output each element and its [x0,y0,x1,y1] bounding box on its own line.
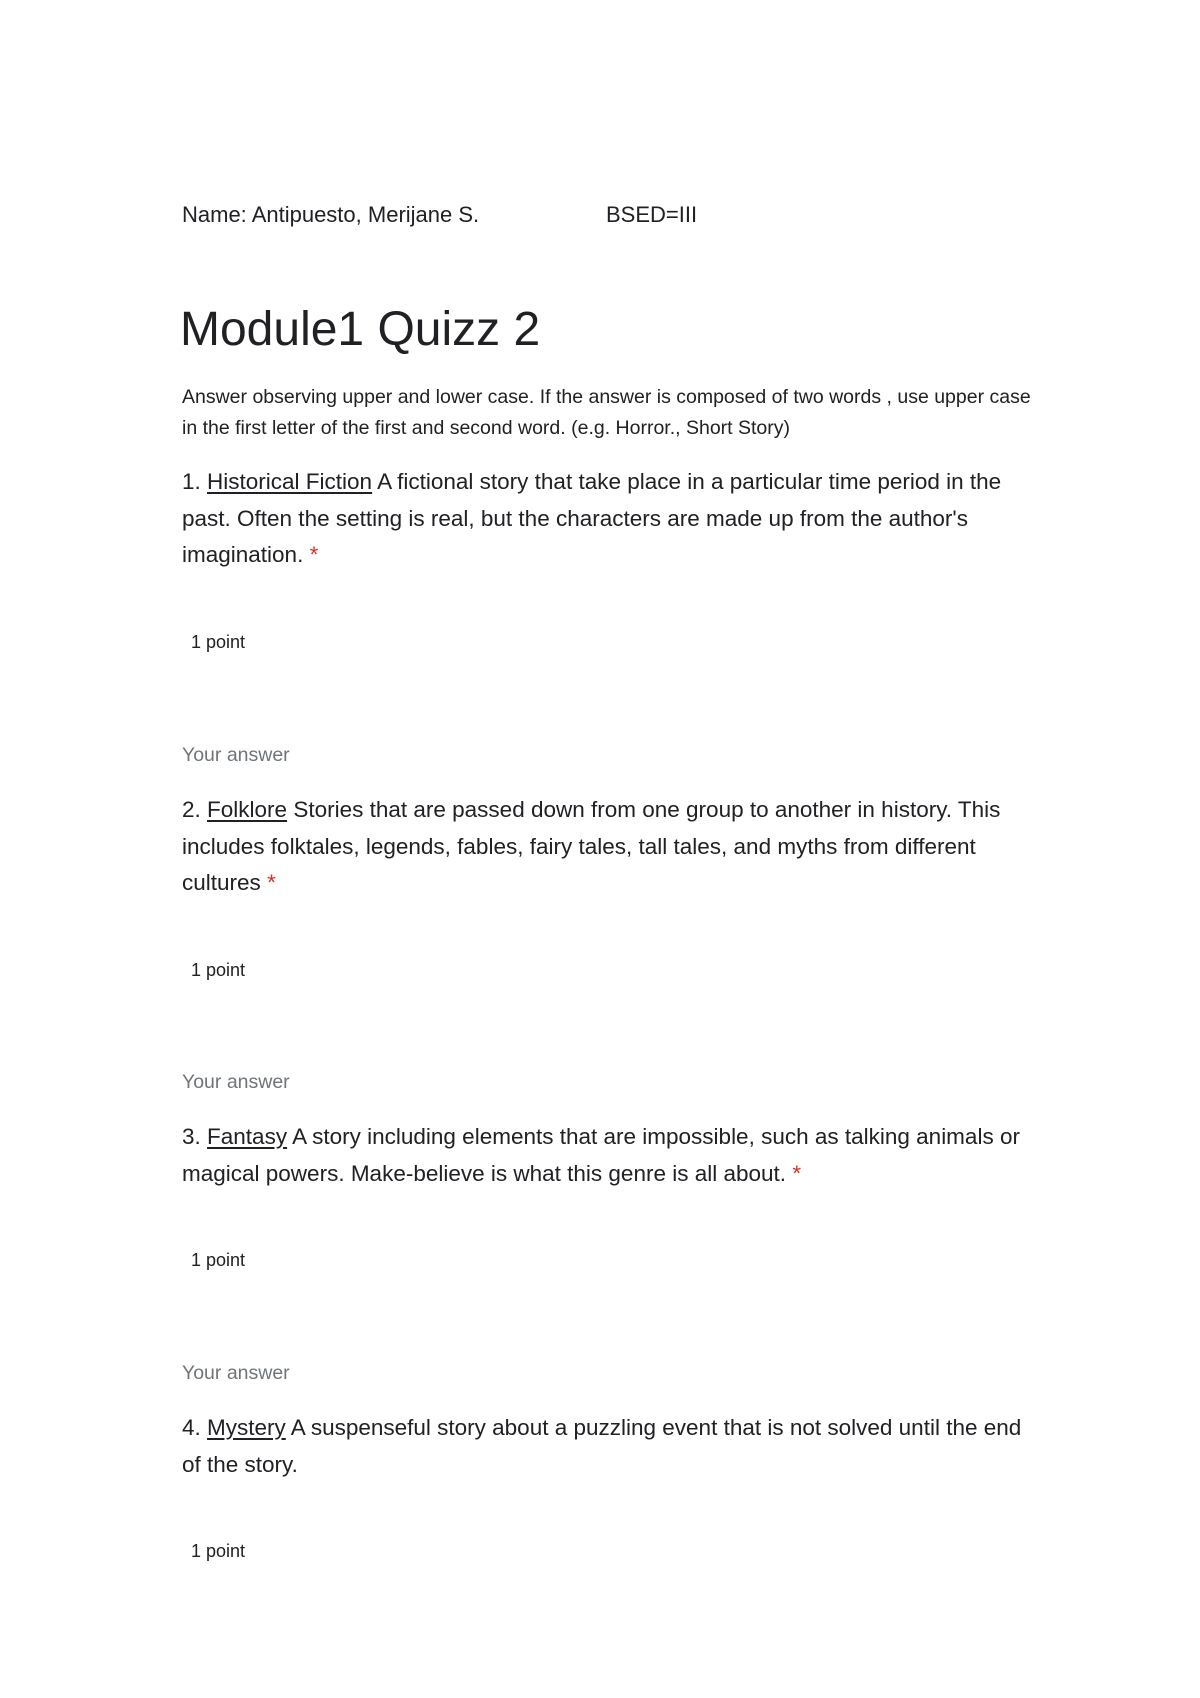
question-2 [182,792,1032,902]
question-2-answer-input[interactable]: Your answer [182,1071,290,1093]
question-4 [182,1410,1032,1483]
question-answer: Fantasy [207,1124,288,1149]
question-number: 3. [182,1124,201,1149]
required-mark: * [267,870,276,895]
question-number: 4. [182,1415,201,1440]
question-3-answer-input[interactable]: Your answer [182,1362,290,1384]
question-1-points: 1 point [191,632,246,652]
question-answer: Historical Fiction [207,469,373,494]
question-answer: Mystery [207,1415,286,1440]
question-text: A suspenseful story about a puzzling event that is not solved until the end of the story. [182,1415,1022,1477]
question-text: A fictional story that take place in a particular time period in the past. Often the setting is real, but the characters are made up from the author's imagination. [182,469,1002,567]
question-1-answer-input[interactable]: Your answer [182,744,290,766]
required-mark: * [792,1160,802,1186]
question-text: A story including elements that are impossible, such as talking animals or magical powers. Make-believe is what this genre is all about. [182,1124,1020,1186]
question-number: 2. [182,797,201,822]
class-label: BSED=III [606,202,698,227]
question-answer: Folklore [207,797,288,822]
student-name: Name: Antipuesto, Merijane S. [182,202,480,227]
question-2-points: 1 point [191,960,246,980]
question-3-points: 1 point [191,1250,246,1270]
student-header [182,202,698,228]
question-4-points: 1 point [191,1541,246,1561]
page-title: Module1 Quizz 2 [180,303,541,356]
question-text: Stories that are passed down from one group to another in history. This includes folktales, legends, fables, fairy tales, tall tales, and myths from different cultures [182,797,1001,895]
question-1 [182,464,1032,574]
question-number: 1. [182,469,201,494]
required-mark: * [309,542,319,567]
question-3 [182,1119,1032,1192]
instructions: Answer observing upper and lower case. If the answer is composed of two words , use upper case in the first letter of the first and second word. (e.g. Horror., Short Story) [182,386,1031,439]
